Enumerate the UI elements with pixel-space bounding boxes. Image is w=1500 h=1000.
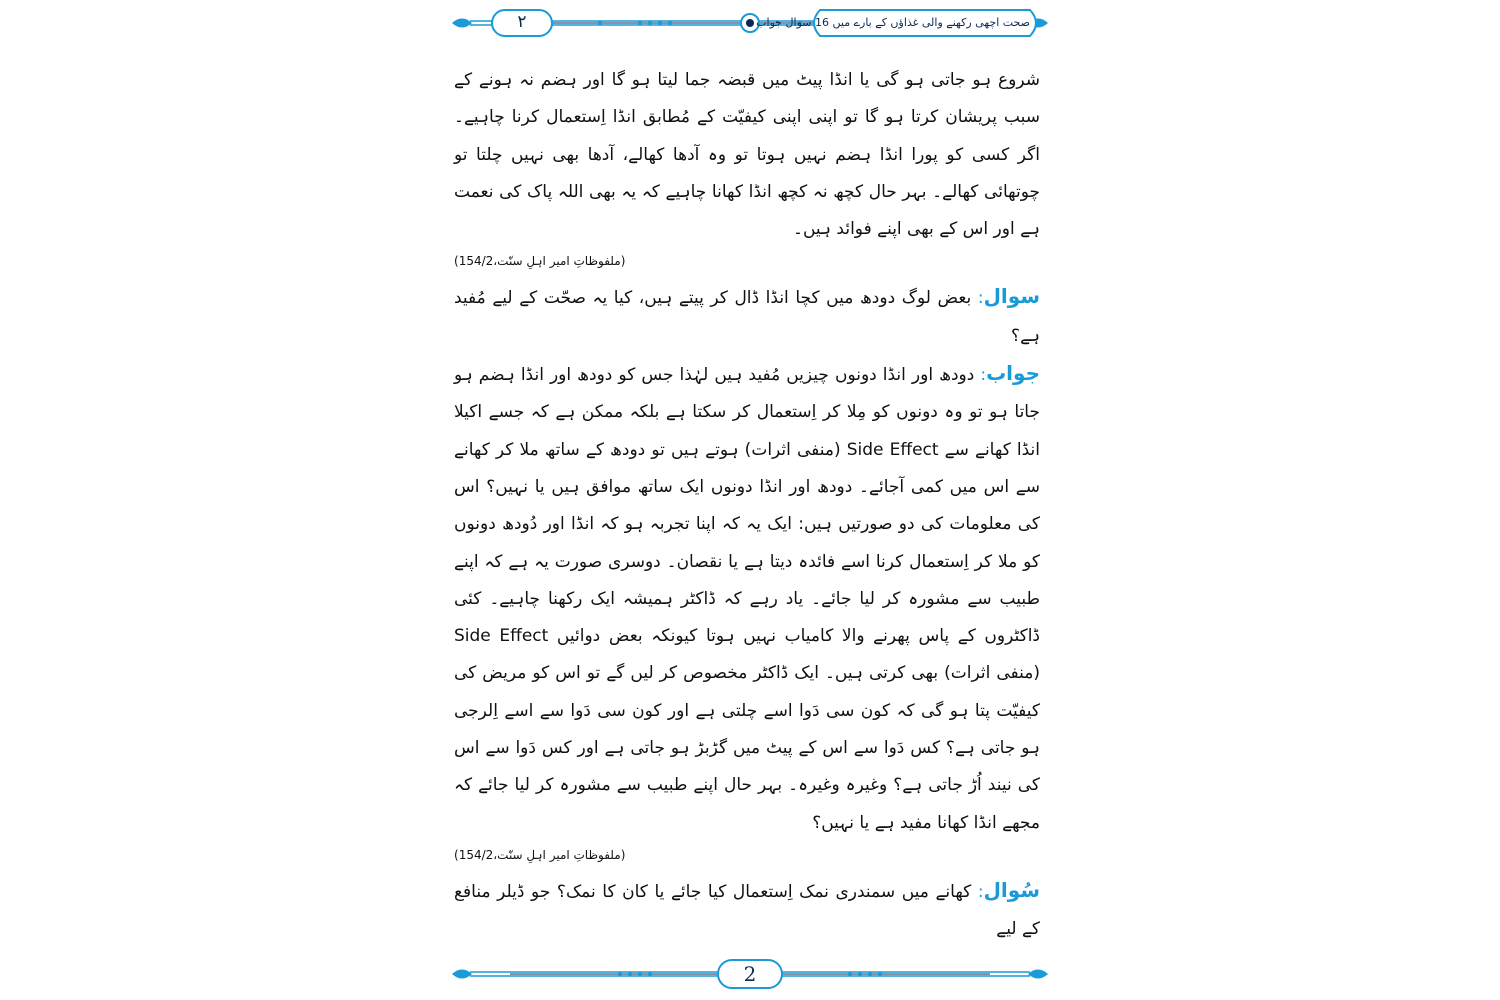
question-2: [454, 872, 1040, 949]
header-page-number: ۲: [517, 12, 527, 32]
answer-label: جواب: [986, 361, 1040, 386]
page-header: [450, 4, 1050, 42]
question-label: سوال: [983, 284, 1040, 309]
question-text: بعض لوگ دودھ میں کچا انڈا ڈال کر پیتے ہیں، کیا یہ صحّت کے لیے مُفید ہے؟: [454, 288, 1040, 346]
page-footer: [450, 956, 1050, 996]
question-label: سُوال: [983, 877, 1040, 902]
question-1: [454, 278, 1040, 355]
answer-text: دودھ اور انڈا دونوں چیزیں مُفید ہیں لہٰذا جس کو دودھ اور انڈا ہضم ہو جاتا ہو تو وہ دونوں کو مِلا کر اِستعمال کر سکتا ہے بلکہ ممکن ہے کہ جسے اکیلا انڈا کھانے سے Side Effect (منفی اثرات) ہوتے ہیں تو دودھ کے ساتھ ملا کر کھانے سے اس میں کمی آجائے۔ دودھ اور انڈا دونوں ایک ساتھ موافق ہیں یا نہیں؟ اس کی معلومات کی دو صورتیں ہیں: ایک یہ کہ اپنا تجربہ ہو کہ انڈا اور دُودھ دونوں کو ملا کر اِستعمال کرنا اسے فائدہ دیتا ہے یا نقصان۔ دوسری صورت یہ ہے کہ اپنے طبیب سے مشورہ کر لیا جائے۔ یاد رہے کہ ڈاکٹر ہمیشہ ایک رکھنا چاہیے۔ کئی ڈاکٹروں کے پاس پھرنے والا کامیاب نہیں ہوتا کیونکہ بعض دوائیں Side Effect (منفی اثرات) بھی کرتی ہیں۔ ایک ڈاکٹر مخصوص کر لیں گے تو اس کو مریض کی کیفیّت پتا ہو گی کہ کون سی دَوا اسے چلتی ہے اور کون سی دَوا سے اسے اِلرجی ہو جاتی ہے؟ کس دَوا سے اس کے پیٹ میں گڑبڑ ہو جاتی ہے اور کس دَوا سے اس کی نیند اُڑ جاتی ہے؟ وغیرہ وغیرہ۔ بہر حال اپنے طبیب سے مشورہ کر لیا جائے کہ مجھے انڈا کھانا مفید ہے یا نہیں؟: [454, 365, 1041, 833]
footer-page-number: 2: [743, 962, 757, 986]
label-colon: :: [971, 288, 984, 309]
label-colon: :: [971, 881, 984, 902]
citation: (ملفوظاتِ امیر اہلِ سنّت،154/2): [454, 847, 626, 862]
running-title: صحت اچھی رکھنے والی غذاؤں کے بارے میں 16 سوال جواب: [756, 16, 1030, 29]
citation: (ملفوظاتِ امیر اہلِ سنّت،154/2): [454, 254, 626, 269]
page-body: [454, 62, 1040, 949]
book-page: [440, 0, 1060, 1000]
label-colon: :: [974, 365, 987, 386]
paragraph-intro: شروع ہو جاتی ہو گی یا انڈا پیٹ میں قبضہ جما لیتا ہو گا اور ہضم نہ ہونے کے سبب پریشان کرتا ہو گا تو اپنی اپنی کیفیّت کے مُطابق انڈا اِستعمال کرنا چاہیے۔ اگر کسی کو پورا انڈا ہضم نہیں ہوتا تو وہ آدھا کھالے، آدھا بھی نہیں چلتا تو چوتھائی کھالے۔ بہر حال کچھ نہ کچھ انڈا کھانا چاہیے کہ یہ بھی اللہ پاک کی نعمت ہے اور اس کے بھی اپنے فوائد ہیں۔: [454, 70, 1040, 240]
answer-1: [454, 355, 1040, 842]
question-text: کھانے میں سمندری نمک اِستعمال کیا جائے یا کان کا نمک؟ جو ڈیلر منافع کے لیے: [454, 881, 1040, 940]
